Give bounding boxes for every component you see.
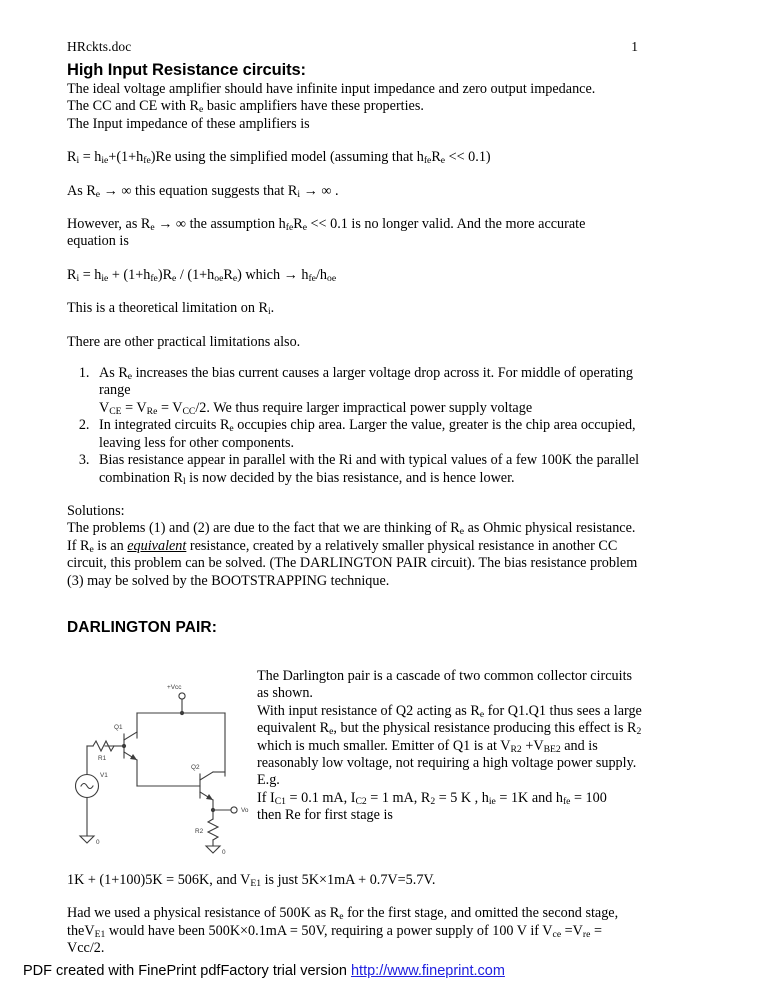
eg-c: = 1 mA, R bbox=[366, 789, 431, 806]
q2-label: Q2 bbox=[191, 763, 200, 771]
eg-sub-4: ie bbox=[488, 795, 496, 807]
v1-label: V1 bbox=[100, 771, 108, 779]
closing-final-e: = Vcc/2. bbox=[67, 922, 602, 957]
eq2-sub-1: e bbox=[95, 188, 101, 200]
q1-label: Q1 bbox=[114, 723, 123, 731]
eg-a: If I bbox=[257, 789, 275, 806]
solutions-p2-c: resistance, created by a relatively smaller physical resistance in another CC circuit, this problem can be solved. (The DARLINGTON PAIR circuit). The bias resistance problem (3) may be solved by the BOOTSTRAPPING technique. bbox=[67, 537, 638, 589]
vcc-terminal-icon bbox=[179, 693, 185, 699]
item1-line2-sub-c: CC bbox=[182, 405, 196, 417]
equation-2 bbox=[67, 183, 642, 200]
eg-sub-2: C2 bbox=[355, 795, 367, 807]
fineprint-link[interactable]: http://www.fineprint.com bbox=[350, 963, 505, 979]
theoretical-a: This is a theoretical limitation on R bbox=[67, 300, 268, 317]
eq4-e: / (1+h bbox=[176, 266, 215, 283]
junction-dots bbox=[122, 711, 215, 812]
darl-p2-sub-2: e bbox=[329, 726, 334, 738]
file-name-label: HRckts.doc bbox=[67, 39, 132, 54]
item1-a: As R bbox=[99, 365, 128, 382]
closing-final-b: for the first stage, and omitted the second stage, theV bbox=[67, 905, 619, 939]
darlington-paragraph-2 bbox=[257, 703, 642, 773]
item1-line2-b: = V bbox=[121, 399, 147, 416]
item1-line2-sub-a: CE bbox=[109, 405, 122, 417]
eq1-R-sub: i bbox=[76, 155, 80, 167]
solutions-paragraph-1 bbox=[67, 520, 642, 537]
solutions-paragraph-2 bbox=[67, 538, 642, 590]
eq4-sub-3: fe bbox=[150, 272, 158, 284]
darl-p2-a: With input resistance of Q2 acting as R bbox=[257, 702, 480, 719]
eq4-sub-8: oe bbox=[327, 272, 337, 284]
eq4-d: )R bbox=[157, 266, 173, 283]
eq4-a: R bbox=[67, 266, 77, 283]
page-content bbox=[67, 38, 642, 958]
equation-1 bbox=[67, 149, 642, 166]
darl-p2-sub-3: 2 bbox=[636, 726, 642, 738]
intro-line-2-a: The CC and CE with R bbox=[67, 98, 200, 115]
equation-4 bbox=[67, 267, 642, 284]
darl-p2-e: +V bbox=[521, 737, 544, 754]
eg-sub-1: C1 bbox=[274, 795, 286, 807]
eq1-Re: R bbox=[431, 149, 441, 166]
circuit-labels bbox=[96, 684, 249, 856]
item3-b: is now decided by the bias resistance, and is hence lower. bbox=[185, 469, 515, 486]
eq4-sub-6: e bbox=[232, 272, 238, 284]
darl-p2-b: for Q1.Q1 thus sees a large equivalent R bbox=[257, 702, 642, 737]
solutions-p1-a: The problems (1) and (2) are due to the fact that we are thinking of R bbox=[67, 520, 460, 537]
footer-text: PDF created with FinePrint pdfFactory trial version bbox=[23, 963, 351, 979]
vo-label: Vo bbox=[241, 806, 249, 814]
eg-label: E.g. bbox=[257, 772, 280, 789]
eq4-sub-5: oe bbox=[214, 272, 224, 284]
equation-3-line-2: equation is bbox=[67, 233, 129, 250]
intro-line-3: The Input impedance of these amplifiers is bbox=[67, 115, 310, 132]
darl-p2-sub-1: e bbox=[479, 708, 485, 720]
eq4-sub-2: ie bbox=[101, 272, 109, 284]
item1-line2-sub-b: Re bbox=[146, 405, 158, 417]
eq3-d: << 0.1 is no longer valid. And the more accurate bbox=[307, 216, 586, 233]
practical-limitations-list bbox=[67, 365, 642, 487]
eq4-b: = h bbox=[79, 266, 102, 283]
closing-final-sub-3: ce bbox=[552, 928, 562, 940]
theoretical-sub: i bbox=[267, 306, 271, 318]
closing-calc-sub: E1 bbox=[250, 878, 262, 890]
eg-d: = 5 K , h bbox=[435, 789, 489, 806]
eq3-sub-3: e bbox=[302, 222, 307, 234]
solutions-p1-b: as Ohmic physical resistance. bbox=[464, 520, 636, 537]
theoretical-b: . bbox=[270, 300, 275, 317]
eg-sub-3: 2 bbox=[430, 795, 436, 807]
darl-p2-sub-5: BE2 bbox=[543, 743, 561, 755]
eg-values bbox=[257, 790, 642, 807]
ground-right-label: 0 bbox=[222, 848, 226, 856]
list-item bbox=[93, 365, 642, 417]
eq1-R: R bbox=[67, 149, 77, 166]
list-item bbox=[93, 452, 642, 487]
eq3-a: However, as R bbox=[67, 216, 151, 233]
eq3-c: R bbox=[293, 216, 303, 233]
eq1-eq: = h bbox=[79, 149, 102, 166]
closing-calc-a: 1K + (1+100)5K = 506K, and V bbox=[67, 871, 251, 888]
eq4-sub-7: fe bbox=[308, 272, 316, 284]
eq1-tail: )Re using the simplified model (assuming that h bbox=[150, 149, 424, 166]
other-limitations: There are other practical limitations also. bbox=[67, 333, 301, 350]
item2-a: In integrated circuits R bbox=[99, 417, 230, 434]
closing-final-c: would have been 500K×0.1mA = 50V, requiring a power supply of 100 V if V bbox=[105, 922, 553, 939]
darl-p2-c: , but the physical resistance producing this effect is R bbox=[333, 720, 637, 737]
eq1-end: << 0.1) bbox=[445, 149, 491, 166]
eq2-b: → ∞ this equation suggests that R bbox=[100, 182, 298, 199]
item2-sub: e bbox=[229, 423, 234, 435]
circuit-diagram-svg bbox=[75, 676, 250, 856]
eq4-h: /h bbox=[315, 266, 327, 283]
eq2-a: As R bbox=[67, 182, 96, 199]
eq4-f: R bbox=[223, 266, 233, 283]
item3-a: Bias resistance appear in parallel with the Ri and with typical values of a few 100K the parallel combination R bbox=[99, 452, 640, 486]
ground-left-label: 0 bbox=[96, 838, 100, 846]
closing-final-paragraph bbox=[67, 905, 642, 957]
eq3-sub-2: fe bbox=[285, 222, 294, 234]
vo-terminal-icon bbox=[231, 807, 237, 813]
eq3-sub-1: e bbox=[150, 222, 155, 234]
eq4-sub-1: i bbox=[76, 272, 80, 284]
intro-line-2 bbox=[67, 98, 642, 115]
item1-sub: e bbox=[127, 371, 133, 383]
theoretical-limitation bbox=[67, 300, 642, 317]
item2-b: occupies chip area. Larger the value, greater is the chip area occupied, leaving less for other components. bbox=[99, 417, 636, 451]
equation-3 bbox=[67, 216, 642, 233]
closing-calc-b: is just 5K×1mA + 0.7V=5.7V. bbox=[261, 871, 436, 888]
closing-final-sub-2: E1 bbox=[94, 928, 106, 940]
eg-b: = 0.1 mA, I bbox=[286, 789, 356, 806]
vcc-label: +Vcc bbox=[167, 683, 182, 691]
darl-p2-d: which is much smaller. Emitter of Q1 is at V bbox=[257, 737, 511, 754]
eq1-hfe2-sub: fe bbox=[423, 155, 432, 167]
eq4-sub-4: e bbox=[172, 272, 177, 284]
item1-line2-c: = V bbox=[157, 399, 183, 416]
eq2-c: → ∞ . bbox=[300, 182, 339, 199]
intro-line-1: The ideal voltage amplifier should have infinite input impedance and zero output impedance. bbox=[67, 81, 596, 97]
eq3-b: → ∞ the assumption h bbox=[154, 216, 286, 233]
page-title: High Input Resistance circuits: bbox=[67, 61, 306, 79]
closing-calculation bbox=[67, 872, 642, 889]
solutions-p2-b: is an bbox=[93, 537, 128, 554]
eq1-mid: +(1+h bbox=[108, 149, 144, 166]
darl-p2-f: and is reasonably low voltage, not requiring a high voltage power supply. bbox=[257, 737, 637, 771]
eg-e: = 1K and h bbox=[495, 789, 563, 806]
solutions-heading: Solutions: bbox=[67, 502, 125, 519]
item3-sub: l bbox=[182, 475, 186, 487]
eq1-hie-sub: ie bbox=[101, 155, 109, 167]
document-header bbox=[67, 38, 642, 55]
item1-line2-d: /2. We thus require larger impractical power supply voltage bbox=[195, 399, 533, 416]
list-item bbox=[93, 417, 642, 452]
closing-final-sub-4: re bbox=[582, 928, 591, 940]
solutions-p2-emphasis: equivalent bbox=[127, 537, 187, 554]
solutions-p1-sub: e bbox=[459, 526, 465, 538]
eg-line-2: then Re for first stage is bbox=[257, 807, 393, 824]
darlington-pair-heading: DARLINGTON PAIR: bbox=[67, 618, 217, 636]
r2-label: R2 bbox=[195, 827, 204, 835]
intro-line-2-b: basic amplifiers have these properties. bbox=[203, 98, 424, 115]
eg-sub-5: fe bbox=[562, 795, 571, 807]
closing-final-d: =V bbox=[561, 922, 583, 939]
page-number-label: 1 bbox=[631, 39, 638, 54]
solutions-p2-a: If R bbox=[67, 537, 90, 554]
eq4-g: ) which → h bbox=[237, 266, 309, 283]
darlington-paragraph-1: The Darlington pair is a cascade of two common collector circuits as shown. bbox=[257, 667, 633, 702]
eq2-sub-2: i bbox=[297, 188, 301, 200]
eq1-hfe-sub: fe bbox=[143, 155, 151, 167]
eq4-c: + (1+h bbox=[108, 266, 151, 283]
eq1-Re-sub: e bbox=[440, 155, 446, 167]
item1-line2-a: V bbox=[99, 399, 110, 416]
intro-line-2-sub: e bbox=[199, 104, 204, 116]
item1-b: increases the bias current causes a larger voltage drop across it. For middle of operating range bbox=[99, 365, 633, 399]
r1-label: R1 bbox=[98, 754, 107, 762]
eg-f: = 100 bbox=[570, 789, 607, 806]
darlington-section bbox=[67, 668, 642, 858]
closing-final-sub-1: e bbox=[339, 911, 344, 923]
darlington-schematic bbox=[75, 676, 250, 856]
darlington-description bbox=[257, 668, 642, 825]
closing-final-a: Had we used a physical resistance of 500K as R bbox=[67, 905, 340, 922]
darl-p2-sub-4: R2 bbox=[510, 743, 522, 755]
solutions-p2-sub: e bbox=[89, 543, 94, 555]
pdf-footer bbox=[23, 962, 743, 980]
